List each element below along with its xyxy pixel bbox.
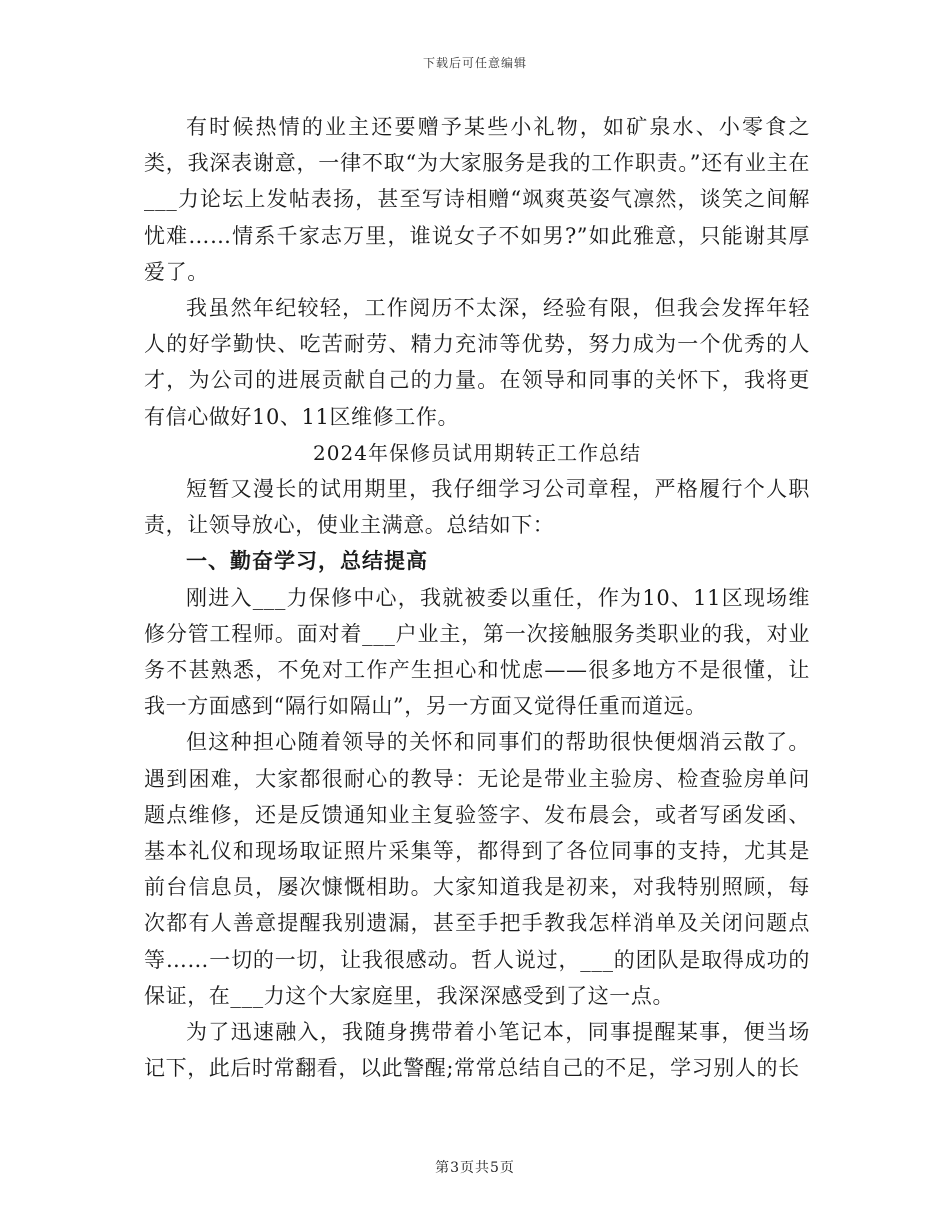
page-header: 下载后可任意编辑	[422, 56, 527, 70]
paragraph-team-help: 但这种担心随着领导的关怀和同事们的帮助很快便烟消云散了。遇到困难，大家都很耐心的教导：无论是带业主验房、检查验房单问题点维修，还是反馈通知业主复验签字、发布晨会，或者写函发函、基本礼仪和现场取证照片采集等，都得到了各位同事的支持，尤其是前台信息员，屡次慷慨相助。大家知道我是初来，对我特别照顾，每次都有人善意提醒我别遗漏，甚至手把手教我怎样消单及关闭问题点等……一切的一切，让我很感动。哲人说过，___的团队是取得成功的保证，在___力这个大家庭里，我深深感受到了这一点。	[144, 730, 810, 1008]
paragraph-youth: 我虽然年纪较轻，工作阅历不太深，经验有限，但我会发挥年轻人的好学勤快、吃苦耐劳、精力充沛等优势，努力成为一个优秀的人才，为公司的进展贡献自己的力量。在领导和同事的关怀下，我将更有信心做好10、11区维修工作。	[144, 296, 810, 429]
paragraph-joining: 刚进入___力保修中心，我就被委以重任，作为10、11区现场维修分管工程师。面对着___户业主，第一次接触服务类职业的我，对业务不甚熟悉，不免对工作产生担心和忧虑——很多地方不是很懂，让我一方面感到“隔行如隔山”，另一方面又觉得任重而道远。	[144, 585, 810, 719]
paragraph-gifts: 有时候热情的业主还要赠予某些小礼物，如矿泉水、小零食之类，我深表谢意，一律不取“为大家服务是我的工作职责。”还有业主在___力论坛上发帖表扬，甚至写诗相赠“飒爽英姿气凛然，谈笑之间解忧难……情系千家志万里，谁说女子不如男?”如此雅意，只能谢其厚爱了。	[144, 115, 810, 284]
document-body	[144, 109, 810, 1086]
paragraph-intro: 短暂又漫长的试用期里，我仔细学习公司章程，严格履行个人职责，让领导放心，使业主满意。总结如下：	[144, 477, 810, 538]
page-footer: 第3页共5页	[435, 1160, 515, 1176]
section-heading-study: 一、勤奋学习，总结提高	[186, 548, 428, 574]
paragraph-notebook: 为了迅速融入，我随身携带着小笔记本，同事提醒某事，便当场记下，此后时常翻看，以此警醒;常常总结自己的不足，学习别人的长	[144, 1020, 810, 1081]
document-title: 2024年保修员试用期转正工作总结	[313, 440, 641, 465]
